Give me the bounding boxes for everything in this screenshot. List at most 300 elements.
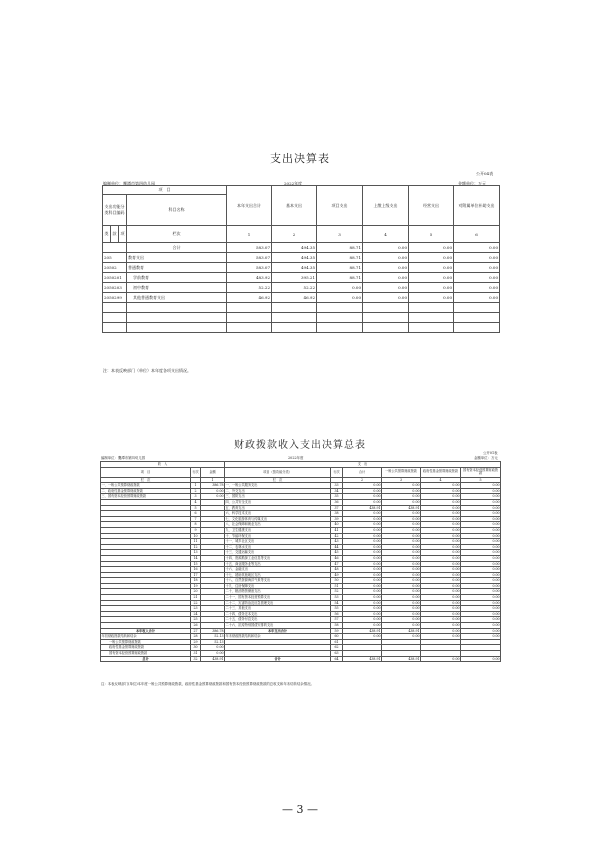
cell: 0.00 bbox=[421, 595, 461, 601]
cell: 0.00 bbox=[382, 611, 421, 617]
cell: 0.00 bbox=[343, 567, 382, 573]
cell: 0.00 bbox=[382, 589, 421, 595]
cell: 0.00 bbox=[421, 578, 461, 584]
cell: 0.00 bbox=[421, 511, 461, 517]
cell: 46.92 bbox=[227, 293, 272, 303]
cell: 二、外交支出 bbox=[225, 488, 331, 494]
cell: 494.35 bbox=[272, 253, 317, 263]
cell: 42 bbox=[331, 533, 343, 539]
cell: 0.00 bbox=[343, 539, 382, 545]
cell: 438.91 bbox=[382, 628, 421, 634]
cell: 0.00 bbox=[421, 483, 461, 489]
header-line2: 行次 bbox=[331, 467, 343, 477]
cell: 0.00 bbox=[454, 243, 500, 253]
table1-money-unit: 金额单位：万元 bbox=[458, 181, 486, 186]
cell: 438.91 bbox=[343, 656, 382, 662]
cell: 0.00 bbox=[421, 611, 461, 617]
cell: 六、科学技术支出 bbox=[225, 511, 331, 517]
cell: 十八、自然资源海洋气象等支出 bbox=[225, 578, 331, 584]
cell: 五、教育支出 bbox=[225, 505, 331, 511]
cell: 0.00 bbox=[461, 483, 501, 489]
cell: 32 bbox=[191, 656, 201, 662]
header-expense: 支 出 bbox=[225, 462, 501, 468]
cell: 0.00 bbox=[454, 283, 500, 293]
cell: 二十四、债务还本支出 bbox=[225, 611, 331, 617]
cell: 0.00 bbox=[382, 606, 421, 612]
cell: 0.00 bbox=[363, 263, 409, 273]
cell: 0.00 bbox=[461, 589, 501, 595]
cell: 0.00 bbox=[382, 561, 421, 567]
cell: 36 bbox=[331, 499, 343, 505]
cell: 0.00 bbox=[363, 253, 409, 263]
cell: 88.71 bbox=[317, 253, 363, 263]
table-row-empty bbox=[103, 303, 500, 313]
cell: 10 bbox=[191, 533, 201, 539]
cell: 386.78 bbox=[201, 483, 225, 489]
header-xiang: 项 bbox=[119, 226, 127, 243]
cell: 0.00 bbox=[343, 589, 382, 595]
col-num: 4 bbox=[363, 226, 409, 243]
cell: 0.00 bbox=[421, 505, 461, 511]
cell: 0.00 bbox=[343, 550, 382, 556]
cell: 0.00 bbox=[382, 494, 421, 500]
header-lanci: 栏次 bbox=[127, 226, 227, 243]
cell: 53 bbox=[331, 595, 343, 601]
col-num: 5 bbox=[461, 477, 501, 483]
cell: 35 bbox=[331, 494, 343, 500]
cell: 0.00 bbox=[461, 539, 501, 545]
cell: 0.00 bbox=[382, 595, 421, 601]
cell: 0.00 bbox=[382, 578, 421, 584]
cell: 386.78 bbox=[201, 628, 225, 634]
lanci2: 栏 次 bbox=[225, 477, 331, 483]
cell: 0.00 bbox=[382, 567, 421, 573]
cell: 30 bbox=[191, 645, 201, 651]
row-code: 2050299 bbox=[103, 293, 127, 303]
sum-out-label: 本年支出合计 bbox=[225, 628, 331, 634]
page-number: — 3 — bbox=[282, 803, 318, 816]
cell: 二十三、其他支出 bbox=[225, 606, 331, 612]
cell: 0.00 bbox=[454, 293, 500, 303]
cell: 438.91 bbox=[201, 656, 225, 662]
header-item2: 项目（按功能分类） bbox=[225, 467, 331, 477]
cell: 十三、交通运输支出 bbox=[225, 550, 331, 556]
cell: 0.00 bbox=[461, 567, 501, 573]
cell: 494.35 bbox=[272, 243, 317, 253]
table2-title: 财政拨款收入支出决算总表 bbox=[234, 440, 366, 451]
cell: 二十二、灾害防治及应急管理支出 bbox=[225, 600, 331, 606]
cell: 二十一、国有资本经营预算支出 bbox=[225, 595, 331, 601]
cell: 29 bbox=[191, 639, 201, 645]
cell: 国有资本经营预算财政拨款 bbox=[101, 651, 191, 657]
cell: 0.00 bbox=[461, 505, 501, 511]
cell: 0.00 bbox=[201, 651, 225, 657]
cell: 0.00 bbox=[421, 634, 461, 640]
cell: 0.00 bbox=[461, 600, 501, 606]
cell: 0.00 bbox=[317, 283, 363, 293]
cell: 0.00 bbox=[461, 583, 501, 589]
cell: 0.00 bbox=[421, 522, 461, 528]
cell: 0.00 bbox=[421, 499, 461, 505]
cell: 18 bbox=[191, 578, 201, 584]
cell: 0.00 bbox=[461, 494, 501, 500]
cell: 438.91 bbox=[382, 656, 421, 662]
cell: 0.00 bbox=[382, 600, 421, 606]
cell: 37 bbox=[331, 505, 343, 511]
table1-year: 2022年度 bbox=[284, 181, 303, 186]
cell: 0.00 bbox=[382, 572, 421, 578]
cell: 0.00 bbox=[409, 263, 454, 273]
table-row bbox=[103, 293, 500, 303]
total-label: 总计 bbox=[101, 656, 191, 662]
col-num: 3 bbox=[317, 226, 363, 243]
cell: 0.00 bbox=[421, 572, 461, 578]
cell: 九、卫生健康支出 bbox=[225, 527, 331, 533]
cell: 0.00 bbox=[363, 273, 409, 283]
cell: 0.00 bbox=[382, 499, 421, 505]
cell: 0.00 bbox=[409, 273, 454, 283]
cell: 0.00 bbox=[317, 293, 363, 303]
cell: 25 bbox=[191, 617, 201, 623]
total-label2: 合计 bbox=[225, 656, 331, 662]
cell: 494.35 bbox=[272, 263, 317, 273]
table2-year: 2022年度 bbox=[288, 456, 304, 460]
cell: 0.00 bbox=[343, 483, 382, 489]
cell: 0.00 bbox=[454, 263, 500, 273]
cell: 63 bbox=[331, 651, 343, 657]
cell: 0.00 bbox=[461, 578, 501, 584]
lanci: 栏 次 bbox=[101, 477, 191, 483]
cell: 0.00 bbox=[343, 527, 382, 533]
expenditure-table bbox=[102, 185, 500, 333]
cell: 0.00 bbox=[421, 567, 461, 573]
cell: 5 bbox=[191, 505, 201, 511]
cell: 0.00 bbox=[461, 595, 501, 601]
header-state: 国有资本经营预算财政拨款 bbox=[461, 467, 501, 477]
cell: 0.00 bbox=[382, 583, 421, 589]
cell: 47 bbox=[331, 561, 343, 567]
cell: 0.00 bbox=[409, 283, 454, 293]
cell: 0.00 bbox=[454, 273, 500, 283]
cell: 39 bbox=[331, 516, 343, 522]
cell: 58 bbox=[331, 623, 343, 629]
header-amount: 金额 bbox=[201, 467, 225, 477]
cell: 41 bbox=[331, 527, 343, 533]
cell: 十七、援助其他地区支出 bbox=[225, 572, 331, 578]
cell: 十六、金融支出 bbox=[225, 567, 331, 573]
cell: 33 bbox=[331, 483, 343, 489]
table1-title: 支出决算表 bbox=[270, 152, 330, 165]
row-code: 2050203 bbox=[103, 283, 127, 293]
cell: 0.00 bbox=[421, 527, 461, 533]
cell: 0.00 bbox=[343, 544, 382, 550]
cell: 52 bbox=[331, 589, 343, 595]
table-row-empty bbox=[103, 313, 500, 323]
cell: 438.91 bbox=[343, 505, 382, 511]
table-row bbox=[103, 253, 500, 263]
cell: 56 bbox=[331, 611, 343, 617]
cell: 64 bbox=[331, 656, 343, 662]
cell: 23 bbox=[191, 606, 201, 612]
cell: 0.00 bbox=[382, 539, 421, 545]
cell: 政府性基金预算财政拨款 bbox=[101, 645, 191, 651]
cell: 0.00 bbox=[201, 488, 225, 494]
cell: 54 bbox=[331, 600, 343, 606]
col-num: 2 bbox=[272, 226, 317, 243]
cell: 0.00 bbox=[382, 511, 421, 517]
row-name: 其他普通教育支出 bbox=[127, 293, 227, 303]
cell: 31 bbox=[191, 651, 201, 657]
cell: 二十六、抗疫特别国债安排的支出 bbox=[225, 623, 331, 629]
row-name: 教育支出 bbox=[127, 253, 227, 263]
cell: 0.00 bbox=[421, 606, 461, 612]
cell: 0.00 bbox=[461, 550, 501, 556]
table2-money-unit: 金额单位：万元 bbox=[474, 456, 498, 460]
cell: 88.71 bbox=[317, 273, 363, 283]
cell: 88.71 bbox=[317, 263, 363, 273]
cell: 27 bbox=[191, 628, 201, 634]
table1-code: 公开04表 bbox=[476, 171, 494, 176]
cell: 0.00 bbox=[382, 527, 421, 533]
cell: 0.00 bbox=[343, 583, 382, 589]
cell: 2 bbox=[191, 488, 201, 494]
cell: 0.00 bbox=[461, 555, 501, 561]
cell: 0.00 bbox=[343, 634, 382, 640]
cell: 61 bbox=[331, 639, 343, 645]
cell: 0.00 bbox=[343, 606, 382, 612]
cell: 0.00 bbox=[421, 589, 461, 595]
cell: 一般公共预算财政拨款 bbox=[101, 639, 191, 645]
cell: 1 bbox=[191, 483, 201, 489]
cell: 0.00 bbox=[461, 606, 501, 612]
header-project: 项 目 bbox=[103, 186, 227, 195]
cell: 0.00 bbox=[363, 243, 409, 253]
cell: 4 bbox=[191, 499, 201, 505]
cell: 十五、商业服务业等支出 bbox=[225, 561, 331, 567]
col-num: 1 bbox=[201, 477, 225, 483]
cell: 52.13 bbox=[201, 634, 225, 640]
cell: 一、一般公共预算财政拨款 bbox=[101, 483, 191, 489]
cell: 二十、粮油物资储备支出 bbox=[225, 589, 331, 595]
cell: 34 bbox=[331, 488, 343, 494]
cell: 0.00 bbox=[421, 583, 461, 589]
table-row bbox=[103, 283, 500, 293]
cell: 0.00 bbox=[461, 527, 501, 533]
cell: 0.00 bbox=[343, 522, 382, 528]
cell: 22 bbox=[191, 600, 201, 606]
header-line: 行次 bbox=[191, 467, 201, 477]
table2-code: 公开01表 bbox=[483, 451, 498, 455]
cell: 一、一般公共服务支出 bbox=[225, 483, 331, 489]
cell: 0.00 bbox=[421, 494, 461, 500]
row-name: 初中教育 bbox=[127, 283, 227, 293]
cell: 七、文化旅游体育与传媒支出 bbox=[225, 516, 331, 522]
cell: 19 bbox=[191, 583, 201, 589]
table-row-grand-total bbox=[101, 656, 501, 662]
cell: 0.00 bbox=[421, 533, 461, 539]
cell: 62 bbox=[331, 645, 343, 651]
cell: 16 bbox=[191, 567, 201, 573]
header-col4: 上缴上级支出 bbox=[363, 186, 409, 226]
cell: 583.07 bbox=[227, 253, 272, 263]
begin-label: 年初财政拨款结转和结余 bbox=[101, 634, 191, 640]
cell: 0.00 bbox=[421, 561, 461, 567]
cell: 0.00 bbox=[421, 550, 461, 556]
cell: 8 bbox=[191, 522, 201, 528]
cell: 26 bbox=[191, 623, 201, 629]
header-col6: 对附属单位补助支出 bbox=[454, 186, 500, 226]
cell: 9 bbox=[191, 527, 201, 533]
cell: 11 bbox=[191, 539, 201, 545]
table2-unit: 编制单位：鹰潭市第四幼儿园 bbox=[101, 456, 146, 460]
cell: 57 bbox=[331, 617, 343, 623]
cell: 0.00 bbox=[343, 572, 382, 578]
cell: 0.00 bbox=[461, 617, 501, 623]
cell: 483.92 bbox=[227, 273, 272, 283]
header-name: 科目名称 bbox=[127, 195, 227, 226]
cell: 三、国有资本经营预算财政拨款 bbox=[101, 494, 191, 500]
cell: 88.71 bbox=[317, 243, 363, 253]
cell: 0.00 bbox=[461, 628, 501, 634]
row-name: 普通教育 bbox=[127, 263, 227, 273]
cell: 0.00 bbox=[343, 533, 382, 539]
cell: 0.00 bbox=[343, 611, 382, 617]
cell: 0.00 bbox=[461, 623, 501, 629]
cell: 0.00 bbox=[343, 511, 382, 517]
table-row bbox=[103, 273, 500, 283]
table-row bbox=[103, 263, 500, 273]
cell: 0.00 bbox=[461, 533, 501, 539]
cell: 十四、资源勘探工业信息等支出 bbox=[225, 555, 331, 561]
header-lei: 类 bbox=[103, 226, 111, 243]
cell: 0.00 bbox=[461, 656, 501, 662]
header-fund: 政府性基金预算财政拨款 bbox=[421, 467, 461, 477]
cell: 0.00 bbox=[421, 628, 461, 634]
cell: 二十五、债务付息支出 bbox=[225, 617, 331, 623]
cell: 52.22 bbox=[272, 283, 317, 293]
header-general: 一般公共预算财政拨款 bbox=[382, 467, 421, 477]
cell: 0.00 bbox=[382, 533, 421, 539]
header-col2: 基本支出 bbox=[272, 186, 317, 226]
cell: 0.00 bbox=[382, 550, 421, 556]
cell: 7 bbox=[191, 516, 201, 522]
cell: 0.00 bbox=[421, 600, 461, 606]
cell: 0.00 bbox=[343, 617, 382, 623]
row-code: 205 bbox=[103, 253, 127, 263]
header-kuan: 款 bbox=[111, 226, 119, 243]
cell: 0.00 bbox=[461, 611, 501, 617]
row-code: 2050201 bbox=[103, 273, 127, 283]
cell: 6 bbox=[191, 511, 201, 517]
header-income: 收 入 bbox=[101, 462, 225, 468]
cell: 12 bbox=[191, 544, 201, 550]
cell: 0.00 bbox=[343, 555, 382, 561]
col-num: 6 bbox=[454, 226, 500, 243]
row-name: 学前教育 bbox=[127, 273, 227, 283]
cell: 60 bbox=[331, 634, 343, 640]
cell: 0.00 bbox=[382, 617, 421, 623]
col-num: 3 bbox=[382, 477, 421, 483]
cell: 十二、农林水支出 bbox=[225, 544, 331, 550]
cell: 0.00 bbox=[421, 617, 461, 623]
table1-unit: 编制单位：鹰潭市第四幼儿园 bbox=[103, 181, 155, 186]
col-num: 1 bbox=[227, 226, 272, 243]
cell: 0.00 bbox=[461, 511, 501, 517]
cell: 0.00 bbox=[421, 555, 461, 561]
cell: 45 bbox=[331, 550, 343, 556]
cell: 0.00 bbox=[382, 488, 421, 494]
cell: 0.00 bbox=[461, 572, 501, 578]
cell: 0.00 bbox=[343, 623, 382, 629]
cell: 0.00 bbox=[421, 544, 461, 550]
cell: 59 bbox=[331, 628, 343, 634]
cell: 52.22 bbox=[227, 283, 272, 293]
cell: 四、公共安全支出 bbox=[225, 499, 331, 505]
cell: 0.00 bbox=[461, 488, 501, 494]
cell: 17 bbox=[191, 572, 201, 578]
cell: 0.00 bbox=[382, 522, 421, 528]
cell: 0.00 bbox=[461, 516, 501, 522]
cell: 0.00 bbox=[409, 253, 454, 263]
cell: 13 bbox=[191, 550, 201, 556]
table1-note: 注：本表反映部门（单位）本年度各项支出情况。 bbox=[103, 368, 191, 373]
header-item: 项 目 bbox=[101, 467, 191, 477]
cell: 0.00 bbox=[421, 656, 461, 662]
cell: 0.00 bbox=[382, 634, 421, 640]
cell: 0.00 bbox=[454, 253, 500, 263]
end-label: 年末财政拨款结转和结余 bbox=[225, 634, 331, 640]
cell: 0.00 bbox=[382, 483, 421, 489]
cell: 0.00 bbox=[201, 494, 225, 500]
cell: 0.00 bbox=[343, 499, 382, 505]
table2-note: 注：本表反映部门(单位)本年度一般公共预算财政拨款、政府性基金预算财政拨款和国有资本经营预算财政拨款的总收支和年末结转结余情况。 bbox=[101, 682, 314, 686]
header-col1: 本年支出合计 bbox=[227, 186, 272, 226]
table-row-empty bbox=[103, 323, 500, 333]
cell: 0.00 bbox=[409, 293, 454, 303]
col-num: 2 bbox=[343, 477, 382, 483]
cell: 21 bbox=[191, 595, 201, 601]
cell: 583.07 bbox=[227, 263, 272, 273]
cell: 0.00 bbox=[343, 516, 382, 522]
cell: 24 bbox=[191, 611, 201, 617]
cell: 48 bbox=[331, 567, 343, 573]
header-col5: 经营支出 bbox=[409, 186, 454, 226]
cell: 0.00 bbox=[421, 539, 461, 545]
fiscal-summary-table bbox=[100, 461, 501, 662]
cell: 38 bbox=[331, 511, 343, 517]
cell: 0.00 bbox=[382, 555, 421, 561]
cell: 20 bbox=[191, 589, 201, 595]
cell: 52.13 bbox=[201, 639, 225, 645]
cell: 28 bbox=[191, 634, 201, 640]
cell: 46.92 bbox=[272, 293, 317, 303]
cell: 0.00 bbox=[421, 623, 461, 629]
cell: 44 bbox=[331, 544, 343, 550]
cell: 0.00 bbox=[343, 488, 382, 494]
cell: 0.00 bbox=[382, 623, 421, 629]
cell: 50 bbox=[331, 578, 343, 584]
header-sum: 合计 bbox=[343, 467, 382, 477]
table-row-total bbox=[103, 243, 500, 253]
cell: 40 bbox=[331, 522, 343, 528]
cell: 0.00 bbox=[421, 516, 461, 522]
cell: 0.00 bbox=[382, 544, 421, 550]
col-num: 4 bbox=[421, 477, 461, 483]
cell: 二、政府性基金预算财政拨款 bbox=[101, 488, 191, 494]
cell: 十、节能环保支出 bbox=[225, 533, 331, 539]
cell: 0.00 bbox=[409, 243, 454, 253]
cell: 十九、住房保障支出 bbox=[225, 583, 331, 589]
